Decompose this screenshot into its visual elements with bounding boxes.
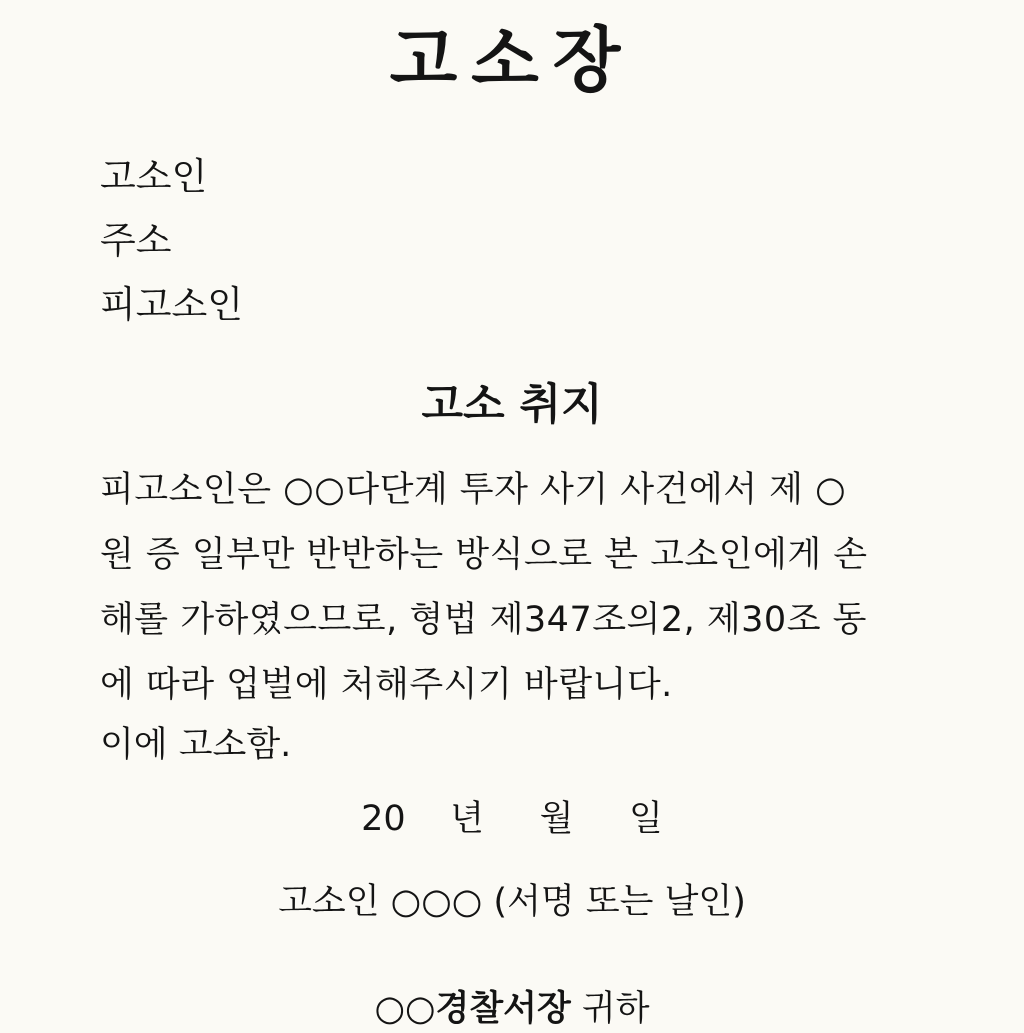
date-line: 20 년 월 일 (361, 799, 663, 839)
recipient-line (0, 985, 1024, 1033)
closing-statement: 이에 고소함. (100, 725, 292, 765)
recipient-office: ○○경찰서장 (374, 989, 571, 1029)
complaint-body: 피고소인은 ○○다단계 투자 사기 사건에서 제 ○ 원 증 일부만 반반하는 방식으로 본 고소인에게 손 해롤 가하였으므로, 형법 제347조의2, 제30조 동 에 따라 업벌에 처해주시기 바랍니다. (100, 470, 868, 705)
accused-label: 피고소인 (100, 283, 243, 326)
document-title: 고소장 (389, 19, 635, 101)
signature-line: 고소인 ○○○ (서명 또는 날인) (278, 882, 746, 922)
complainant-label: 고소인 (100, 155, 208, 198)
address-label: 주소 (100, 219, 172, 262)
recipient-honorific: 귀하 (581, 989, 650, 1029)
section-heading: 고소 취지 (421, 380, 603, 430)
